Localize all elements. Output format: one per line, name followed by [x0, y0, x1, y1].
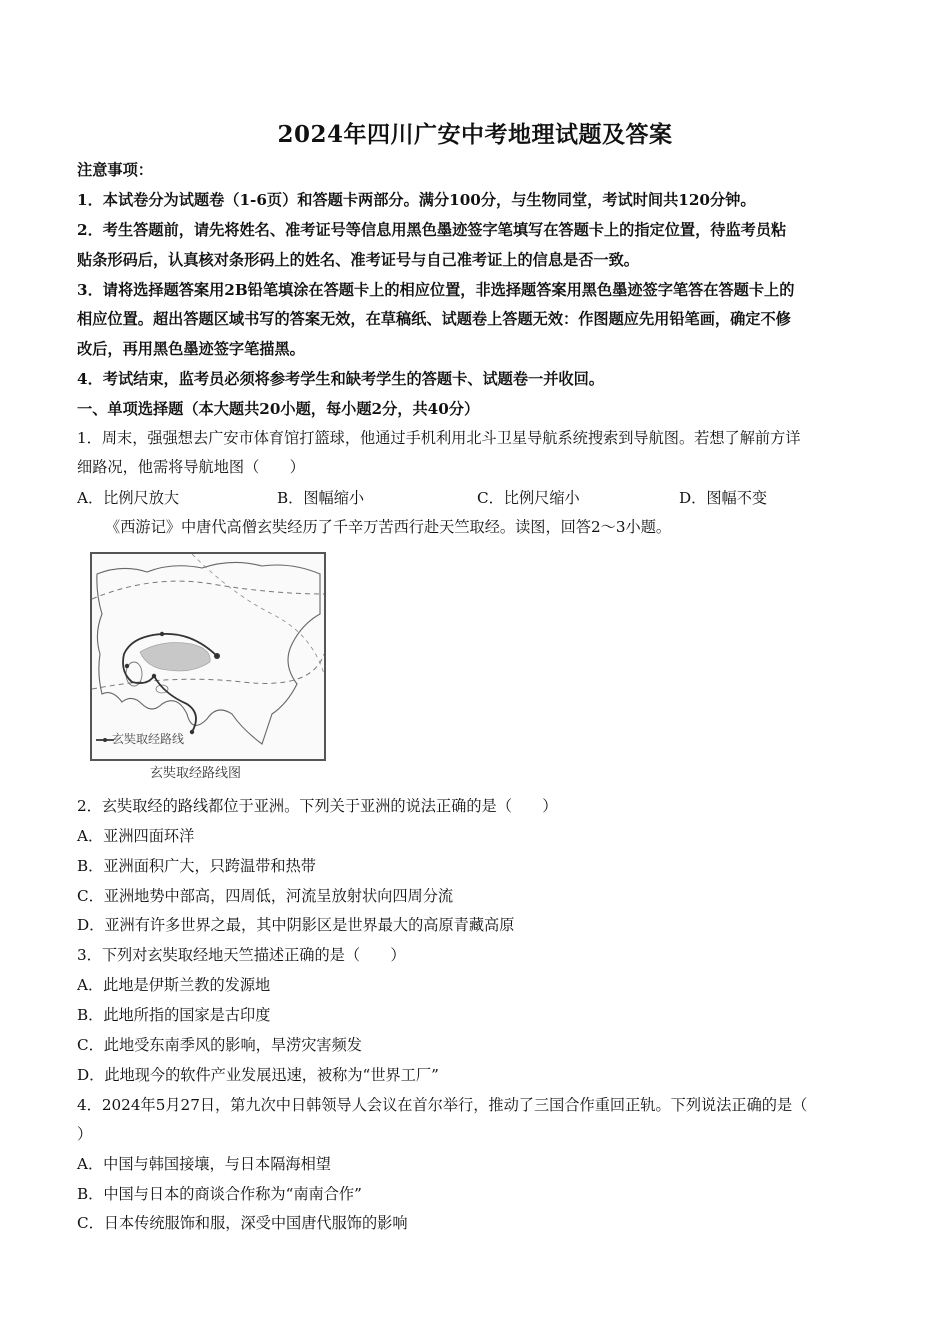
notice-item-3: 3．请将选择题答案用2B铅笔填涂在答题卡上的相应位置，非选择题答案用黑色墨迹签字笔答在答题卡上的	[77, 281, 795, 299]
map-caption: 玄奘取经路线图	[150, 766, 242, 781]
q3-stem: 3．下列对玄奘取经地天竺描述正确的是（ ）	[77, 946, 406, 964]
notice-item-2-cont: 贴条形码后，认真核对条形码上的姓名、准考证号与自己准考证上的信息是否一致。	[77, 251, 639, 269]
q4-option-c: C．日本传统服饰和服，深受中国唐代服饰的影响	[77, 1214, 408, 1232]
notice-item-4: 4．考试结束，监考员必须将参考学生和缺考学生的答题卡、试题卷一并收回。	[77, 370, 604, 388]
notice-item-1: 1．本试卷分为试题卷（1-6页）和答题卡两部分。满分100分，与生物同堂，考试时间共120分钟。	[77, 191, 756, 209]
q3-option-b: B．此地所指的国家是古印度	[77, 1006, 271, 1024]
q1-option-c: C．比例尺缩小	[477, 489, 580, 507]
map-legend-label: 玄奘取经路线	[112, 732, 185, 746]
q1-stem: 1．周末，强强想去广安市体育馆打篮球，他通过手机利用北斗卫星导航系统搜索到导航图。若想了解前方详	[77, 429, 801, 447]
q1-option-b: B．图幅缩小	[277, 489, 365, 507]
q1-option-d: D．图幅不变	[679, 489, 768, 507]
notice-item-3-cont2: 改后，再用黑色墨迹签字笔描黑。	[77, 340, 305, 358]
notice-item-2: 2．考生答题前，请先将姓名、准考证号等信息用黑色墨迹签字笔填写在答题卡上的指定位置，待监考员粘	[77, 221, 787, 239]
q4-option-a: A．中国与韩国接壤，与日本隔海相望	[77, 1155, 331, 1173]
q3-option-c: C．此地受东南季风的影响，旱涝灾害频发	[77, 1036, 362, 1054]
q2-option-c: C．亚洲地势中部高，四周低，河流呈放射状向四周分流	[77, 887, 454, 905]
q2-stem: 2．玄奘取经的路线都位于亚洲。下列关于亚洲的说法正确的是（ ）	[77, 797, 558, 815]
intro-q2-q3: 《西游记》中唐代高僧玄奘经历了千辛万苦西行赴天竺取经。读图，回答2～3小题。	[105, 518, 672, 536]
q1-option-a: A．比例尺放大	[77, 489, 180, 507]
notice-heading: 注意事项：	[77, 161, 153, 179]
q2-option-d: D．亚洲有许多世界之最，其中阴影区是世界最大的高原青藏高原	[77, 916, 515, 934]
section-heading: 一、单项选择题（本大题共20小题，每小题2分，共40分）	[77, 400, 480, 418]
q2-option-a: A．亚洲四面环洋	[77, 827, 195, 845]
q2-option-b: B．亚洲面积广大，只跨温带和热带	[77, 857, 316, 875]
page-title: 2024年四川广安中考地理试题及答案	[277, 121, 673, 148]
q1-stem-cont: 细路况，他需将导航地图（ ）	[77, 458, 305, 476]
q3-option-d: D．此地现今的软件产业发展迅速，被称为“世界工厂”	[77, 1066, 439, 1084]
q4-stem: 4．2024年5月27日，第九次中日韩领导人会议在首尔举行，推动了三国合作重回正轨。下列说法正确的是（	[77, 1096, 808, 1114]
q4-stem-cont: ）	[77, 1125, 93, 1143]
q1-options	[77, 487, 877, 507]
route-map-figure	[90, 552, 326, 782]
q4-option-b: B．中国与日本的商谈合作称为“南南合作”	[77, 1185, 362, 1203]
q3-option-a: A．此地是伊斯兰教的发源地	[77, 976, 271, 994]
route-map-drawing	[92, 554, 324, 759]
notice-item-3-cont: 相应位置。超出答题区域书写的答案无效，在草稿纸、试题卷上答题无效：作图题应先用铅笔画，确定不修	[77, 310, 791, 328]
